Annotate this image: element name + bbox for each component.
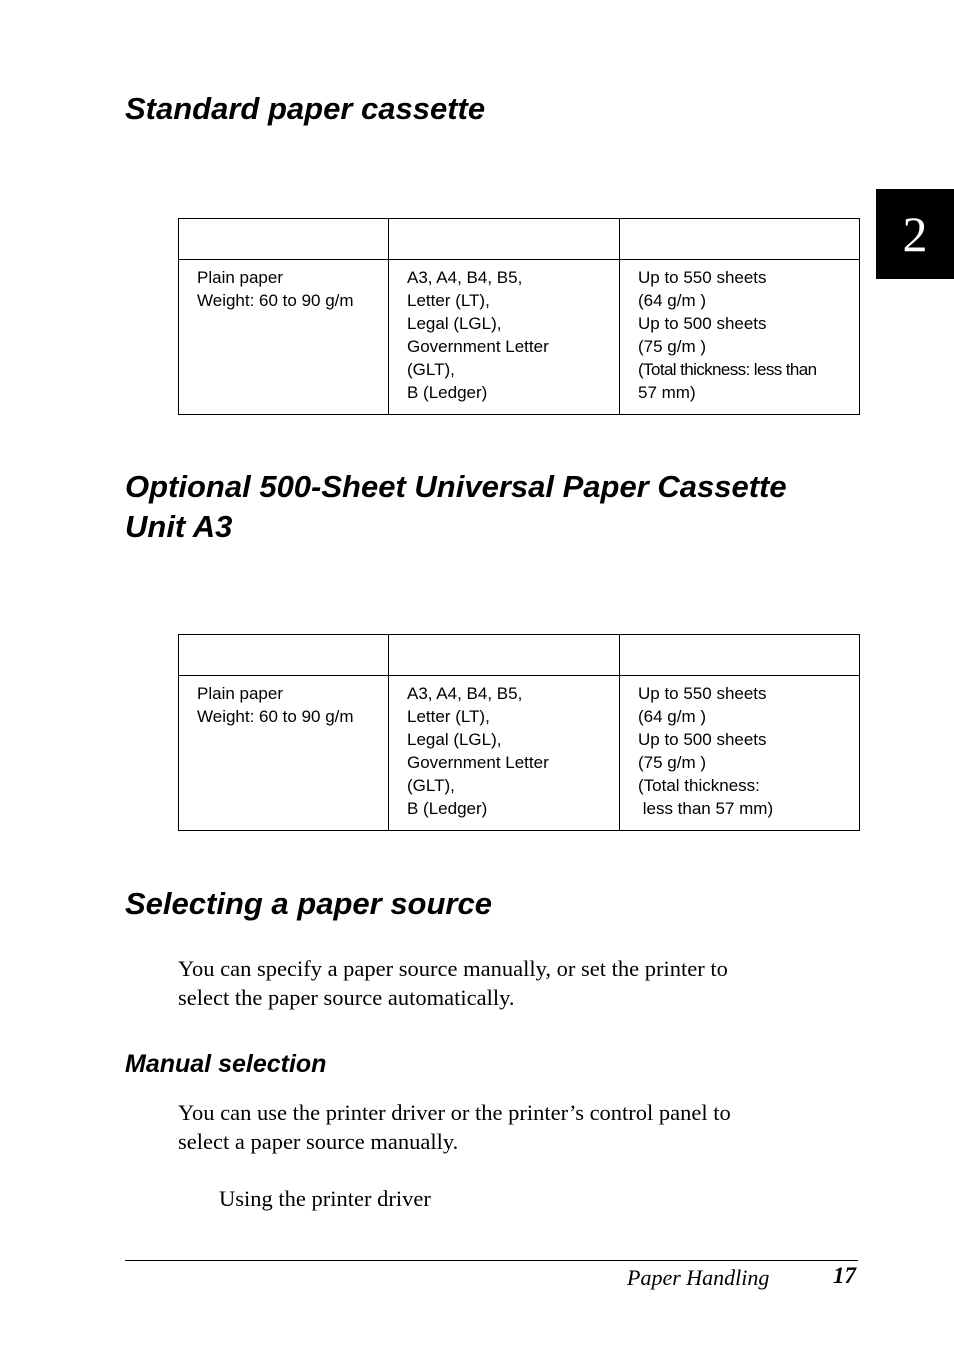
- cell-line: Plain paper: [197, 684, 284, 703]
- cell-line: Weight: 60 to 90 g/m: [197, 291, 354, 310]
- cell-line: Plain paper: [197, 268, 284, 287]
- footer-section-name: Paper Handling: [627, 1265, 770, 1290]
- cell-line: Government Letter: [407, 337, 549, 356]
- capacity-cell: [620, 260, 860, 415]
- paper-size-cell: [389, 676, 620, 831]
- paragraph-line: select a paper source manually.: [178, 1129, 459, 1154]
- heading-selecting-paper-source: Selecting a paper source: [125, 886, 492, 921]
- standard-cassette-table: [178, 218, 860, 415]
- paper-type-cell: [179, 260, 389, 415]
- cell-line: (64 g/m ): [638, 707, 707, 726]
- heading-line: Optional 500-Sheet Universal Paper Cassette: [125, 469, 787, 504]
- heading-optional-cassette: [125, 467, 787, 547]
- paper-type-cell: [179, 676, 389, 831]
- header-cell: [389, 635, 620, 676]
- header-cell: [389, 219, 620, 260]
- paragraph-line: You can use the printer driver or the printer’s control panel to: [178, 1100, 731, 1125]
- paragraph-line: You can specify a paper source manually, or set the printer to: [178, 956, 728, 981]
- paper-size-cell: [389, 260, 620, 415]
- cell-line: B (Ledger): [407, 799, 488, 818]
- cell-line: 57 mm): [638, 383, 696, 402]
- table-row: [179, 260, 860, 415]
- cell-line: Letter (LT),: [407, 291, 490, 310]
- heading-standard-paper-cassette: Standard paper cassette: [125, 91, 486, 126]
- header-cell: [179, 219, 389, 260]
- cell-line: less than 57 mm): [638, 799, 774, 818]
- cell-line: B (Ledger): [407, 383, 488, 402]
- manual-paragraph: [178, 1098, 731, 1156]
- cell-line: A3, A4, B4, B5,: [407, 268, 523, 287]
- cell-line: Government Letter: [407, 753, 549, 772]
- cell-line: Up to 550 sheets: [638, 268, 767, 287]
- header-cell: [620, 635, 860, 676]
- cell-line: (GLT),: [407, 360, 455, 379]
- chapter-tab: 2: [876, 189, 954, 279]
- optional-cassette-table: [178, 634, 860, 831]
- cell-line: (75 g/m ): [638, 337, 707, 356]
- footer-rule: [125, 1260, 858, 1261]
- table-header-row: [179, 635, 860, 676]
- footer-page-number: 17: [833, 1263, 856, 1288]
- header-cell: [179, 635, 389, 676]
- heading-manual-selection: Manual selection: [125, 1050, 327, 1078]
- cell-line: (GLT),: [407, 776, 455, 795]
- cell-line: Legal (LGL),: [407, 314, 502, 333]
- cell-line: (64 g/m ): [638, 291, 707, 310]
- cell-line: (75 g/m ): [638, 753, 707, 772]
- table-header-row: [179, 219, 860, 260]
- capacity-cell: [620, 676, 860, 831]
- table-row: [179, 676, 860, 831]
- header-cell: [620, 219, 860, 260]
- cell-line: A3, A4, B4, B5,: [407, 684, 523, 703]
- cell-line: Weight: 60 to 90 g/m: [197, 707, 354, 726]
- cell-line: (Total thickness: less than: [638, 360, 817, 379]
- cell-line: Letter (LT),: [407, 707, 490, 726]
- selecting-paragraph: [178, 954, 728, 1012]
- cell-line: (Total thickness:: [638, 776, 760, 795]
- cell-line: Legal (LGL),: [407, 730, 502, 749]
- manual-list-item: Using the printer driver: [219, 1186, 431, 1211]
- heading-line: Unit A3: [125, 509, 233, 544]
- cell-line: Up to 500 sheets: [638, 730, 767, 749]
- cell-line: Up to 550 sheets: [638, 684, 767, 703]
- paragraph-line: select the paper source automatically.: [178, 985, 515, 1010]
- cell-line: Up to 500 sheets: [638, 314, 767, 333]
